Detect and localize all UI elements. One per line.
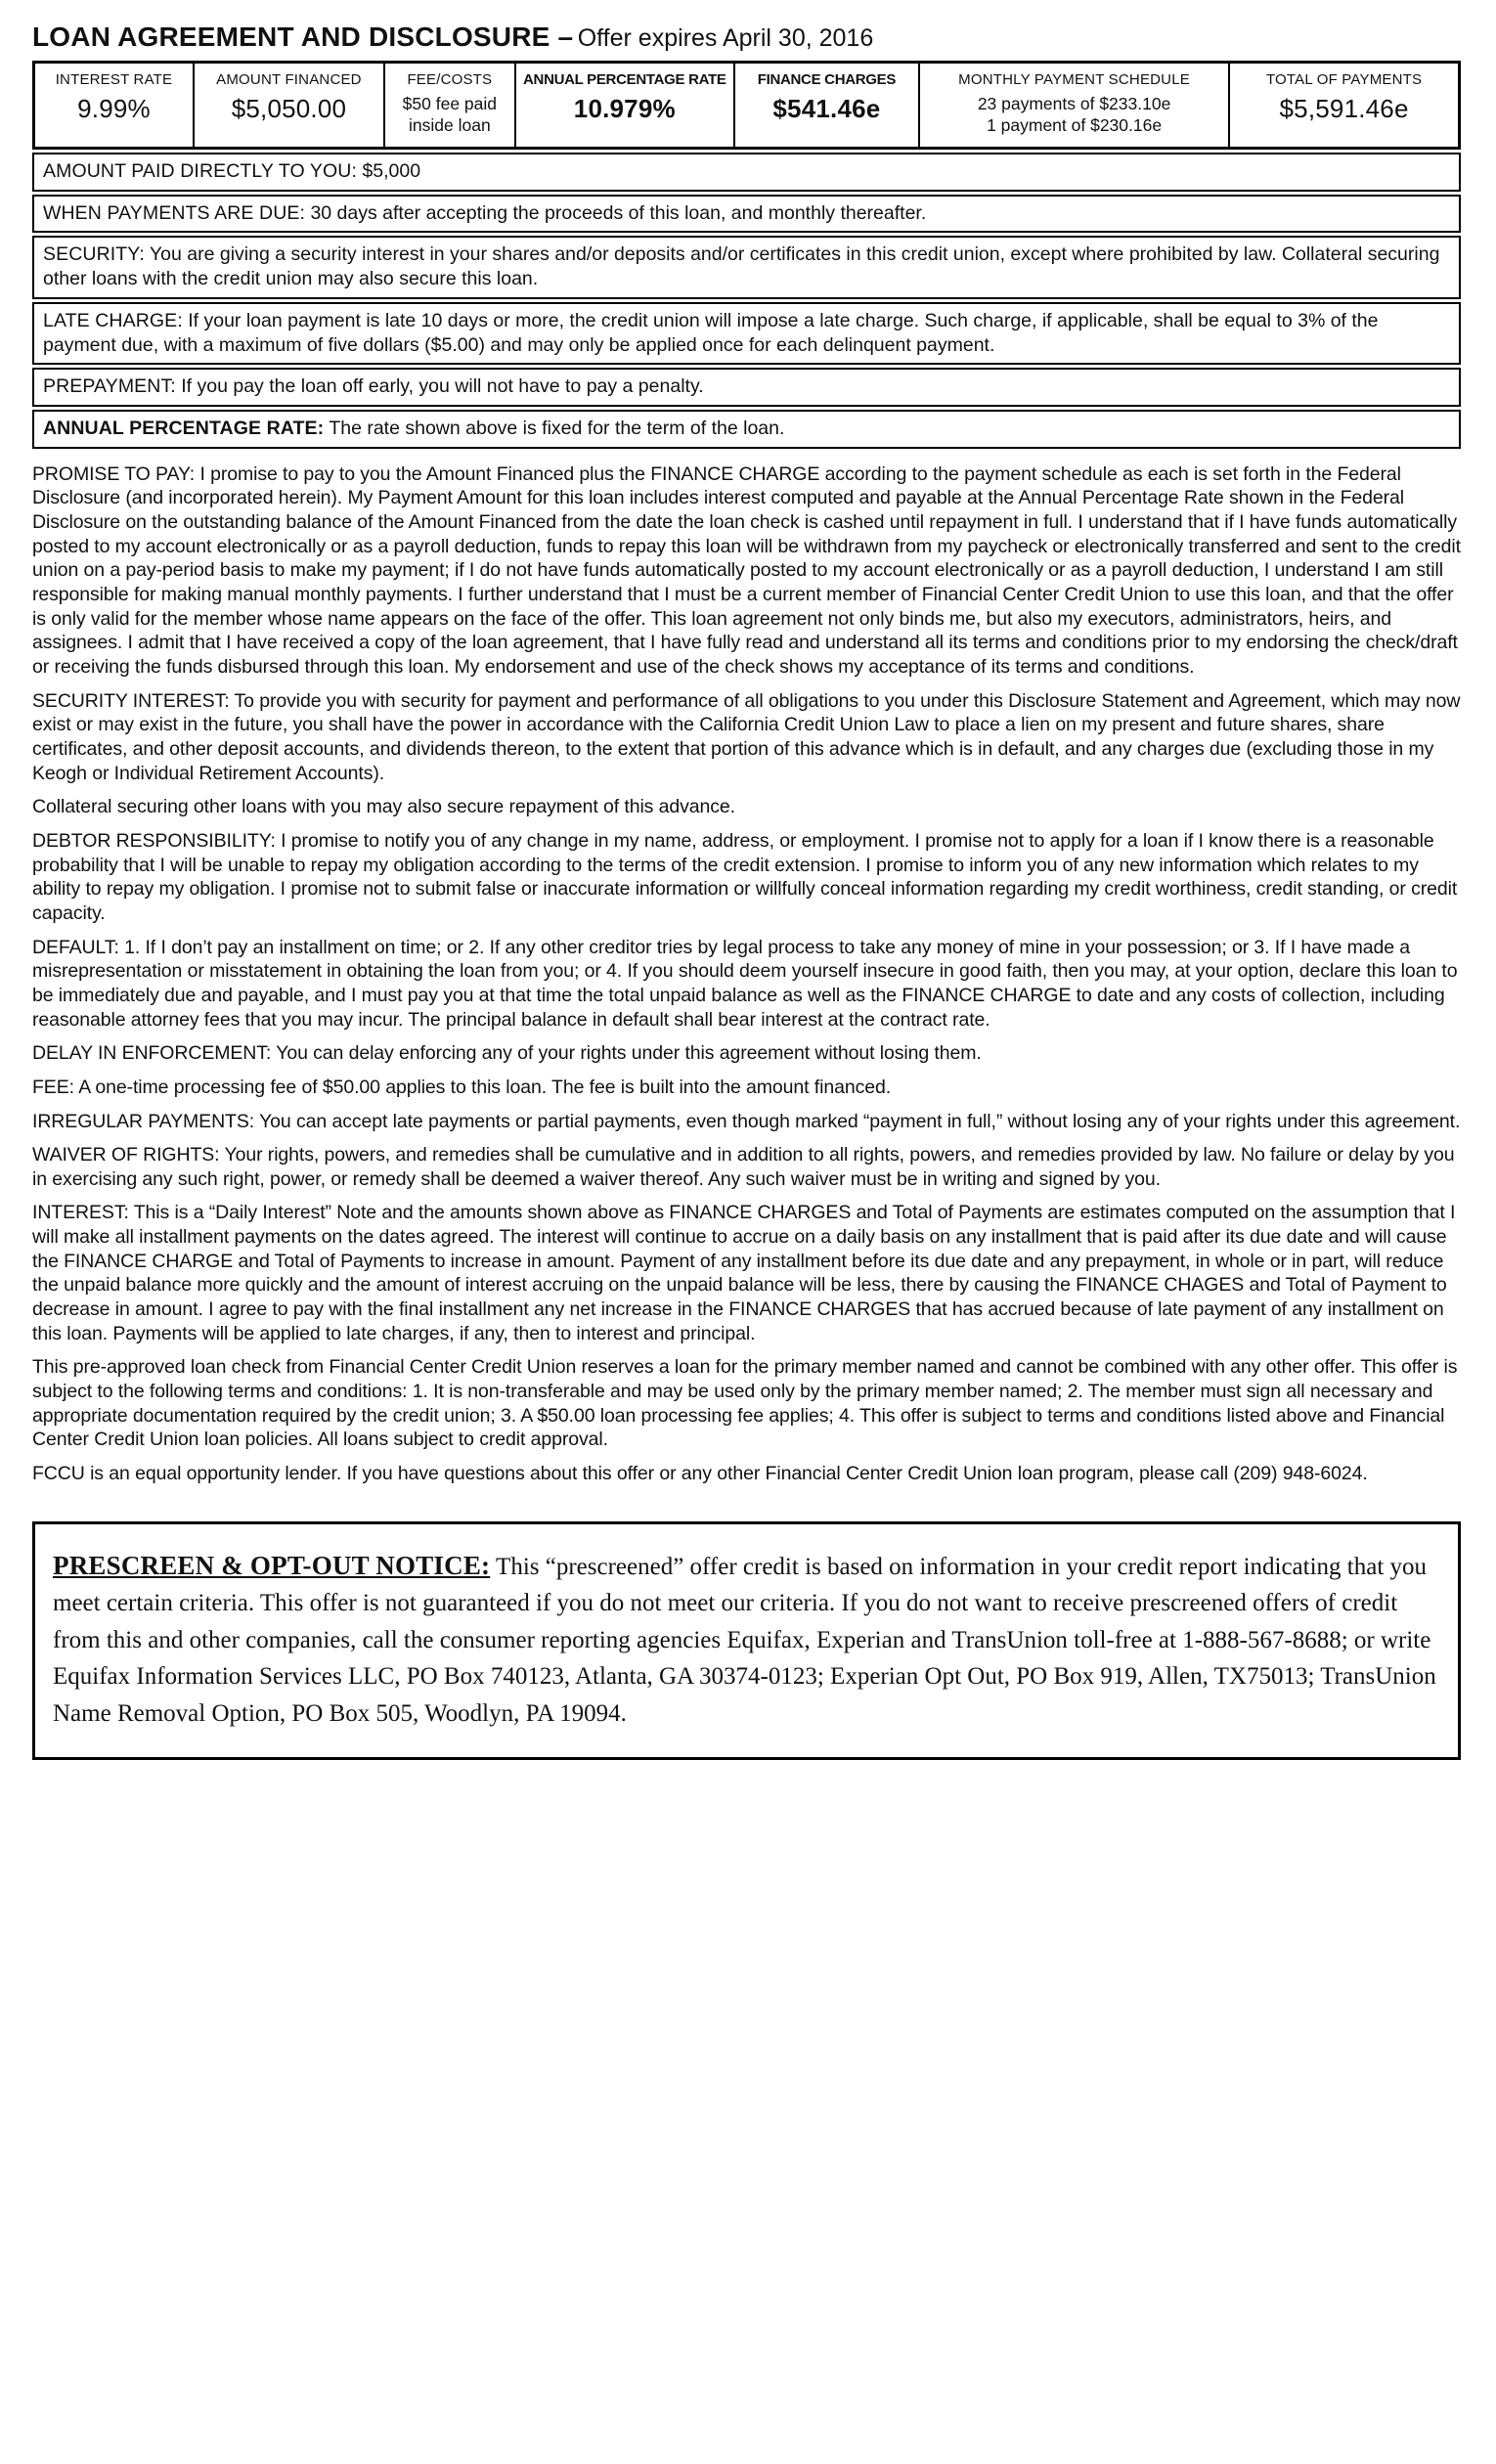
prescreen-body: This “prescreened” offer credit is based on information in your credit report indicating that you meet certain criteria. This offer is not guaranteed if you do not meet our criteria. If you do not want to receive prescreened offers of credit from this and other companies, call the consumer reporting agencies Equifax, Experian and TransUnion toll-free at 1-888-567-8688; or write Equifax Information Services LLC, PO Box 740123, Atlanta, GA 30374-0123; Experian Opt Out, PO Box 919, Allen, TX75013; TransUnion Name Removal Option, PO Box 505, Woodlyn, PA 19094. xyxy=(53,1553,1436,1727)
paragraph-irregular-payments xyxy=(32,1110,1461,1134)
paragraph-promise-to-pay xyxy=(32,462,1461,680)
paragraph-text: You can accept late payments or partial payments, even though marked “payment in full,” without losing any of your rights under this agreement. xyxy=(259,1110,1461,1132)
cell-header: FINANCE CHARGES xyxy=(757,71,897,88)
paragraph-default xyxy=(32,936,1461,1033)
row-annual-percentage-rate xyxy=(32,410,1461,449)
row-text: If your loan payment is late 10 days or more, the credit union will impose a late charge. Such charge, if applicable, shall be equal to 3% of the payment due, with a maximum of five dollars ($5.00) and may only be applied once for each delinquent payment. xyxy=(43,309,1379,356)
row-label: SECURITY: xyxy=(43,243,145,266)
paragraph-text: I promise to notify you of any change in my name, address, or employment. I promise not to apply for a loan if I know there is a reasonable probability that I will be unable to repay my obligation according to the terms of the credit extension. I promise to inform you of any new information which relates to my ability to repay my obligation. I promise not to submit false or inaccurate information or willfully conceal information regarding my credit worthiness, credit standing, or credit capacity. xyxy=(32,829,1458,924)
row-late-charge xyxy=(32,302,1461,366)
paragraph-label: SECURITY INTEREST: xyxy=(32,689,230,712)
paragraph-label: DELAY IN ENFORCEMENT: xyxy=(32,1042,272,1065)
paragraph-collateral xyxy=(32,795,1461,819)
paragraph-equal-opportunity xyxy=(32,1462,1461,1486)
row-text: If you pay the loan off early, you will not have to pay a penalty. xyxy=(181,375,704,398)
paragraph-label: WAIVER OF RIGHTS: xyxy=(32,1144,220,1166)
cell-header: MONTHLY PAYMENT SCHEDULE xyxy=(958,71,1190,88)
paragraph-security-interest xyxy=(32,689,1461,786)
cell-value: $5,591.46e xyxy=(1279,94,1409,123)
row-text: You are giving a security interest in your shares and/or deposits and/or certificates in this credit union, except where prohibited by law. Collateral securing other loans with the credit union may also secure this loan. xyxy=(43,243,1440,289)
paragraph-label: IRREGULAR PAYMENTS: xyxy=(32,1110,255,1132)
paragraph-label: FEE: xyxy=(32,1076,74,1098)
paragraph-label: DEFAULT: xyxy=(32,936,119,958)
loan-agreement-document xyxy=(32,22,1461,1760)
row-when-payments-are-due xyxy=(32,195,1461,234)
cell-value: 10.979% xyxy=(573,94,676,123)
cell-value: $5,050.00 xyxy=(231,94,347,123)
row-label: ANNUAL PERCENTAGE RATE: xyxy=(43,418,325,439)
paragraph-fee xyxy=(32,1076,1461,1100)
cell-interest-rate xyxy=(35,64,195,147)
paragraph-text: FCCU is an equal opportunity lender. If you have questions about this offer or any other Financial Center Credit Union loan program, please call (209) 948-6024. xyxy=(32,1463,1368,1485)
paragraph-text: To provide you with security for payment and performance of all obligations to you under this Disclosure Statement and Agreement, which may now exist or may exist in the future, you shall have the power in accordance with the California Credit Union Law to place a lien on my present and future shares, share certificates, and other deposit accounts, and dividends thereon, to the extent that portion of this advance which is in default, and any charges due (excluding those in my Keogh or Individual Retirement Accounts). xyxy=(32,689,1461,784)
paragraph-text: A one-time processing fee of $50.00 applies to this loan. The fee is built into the amount financed. xyxy=(78,1076,892,1098)
cell-total-of-payments xyxy=(1230,64,1458,147)
paragraph-preapproved-terms xyxy=(32,1355,1461,1452)
cell-finance-charges xyxy=(735,64,920,147)
agreement-body xyxy=(32,462,1461,1486)
federal-disclosure-table xyxy=(32,61,1461,150)
cell-value-line1: $50 fee paid xyxy=(402,94,498,113)
paragraph-text: Your rights, powers, and remedies shall be cumulative and in addition to all rights, powers, and remedies provided by law. No failure or delay by you in exercising any such right, power, or remedy shall be deemed a waiver thereof. Any such waiver must be in writing and signed by you. xyxy=(32,1144,1455,1190)
paragraph-text: This is a “Daily Interest” Note and the amounts shown above as FINANCE CHARGES and Total of Payments are estimates computed on the assumption that I will make all installment payments on the dates agreed. The interest will continue to accrue on a daily basis on any installment that is paid after its due date and will cause the FINANCE CHARGE and Total of Payments to increase in amount. Payment of any installment before its due date and any prepayment, in whole or in part, will reduce the unpaid balance more quickly and the amount of interest accruing on the unpaid balance will be less, there by causing the FINANCE CHAGES and Total of Payment to decrease in amount. I agree to pay with the final installment any net increase in the FINANCE CHARGES that has accrued because of late payment of any installment on this loan. Payments will be applied to late charges, if any, then to interest and principal. xyxy=(32,1202,1456,1344)
paragraph-label: PROMISE TO PAY: xyxy=(32,462,196,485)
paragraph-label: DEBTOR RESPONSIBILITY: xyxy=(32,829,276,852)
prescreen-heading: PRESCREEN & OPT-OUT NOTICE: xyxy=(53,1550,491,1580)
row-security xyxy=(32,236,1461,299)
cell-header: INTEREST RATE xyxy=(55,71,173,88)
row-text: 30 days after accepting the proceeds of this loan, and monthly thereafter. xyxy=(310,201,927,224)
cell-header: AMOUNT FINANCED xyxy=(216,71,362,88)
row-label: WHEN PAYMENTS ARE DUE: xyxy=(43,201,306,224)
cell-value: 9.99% xyxy=(77,94,151,123)
cell-header: FEE/COSTS xyxy=(407,71,493,88)
cell-value-line1: 23 payments of $233.10e xyxy=(977,94,1171,113)
page-title-suffix: Offer expires April 30, 2016 xyxy=(577,24,874,52)
paragraph-text: You can delay enforcing any of your rights under this agreement without losing them. xyxy=(276,1042,982,1065)
paragraph-text: I promise to pay to you the Amount Financed plus the FINANCE CHARGE according to the payment schedule as each is set forth in the Federal Disclosure (and incorporated herein). My Payment Amount for this loan includes interest computed and payable at the Annual Percentage Rate shown in the Federal Disclosure on the outstanding balance of the Amount Financed from the date the loan check is cashed until repayment in full. I understand that if I have funds automatically posted to my account electronically or as a payroll deduction, funds to repay this loan will be withdrawn from my paycheck or electronically transferred and sent to the credit union on a pay-period basis to make my payment; if I do not have funds automatically posted to my account electronically or as a payroll deduction, I understand I am still responsible for making manual monthly payments. I further understand that I must be a current member of Financial Center Credit Union to use this loan, and that the offer is only valid for the member whose name appears on the face of the offer. This loan agreement not only binds me, but also my executors, administrators, heirs, and assignees. I admit that I have received a copy of the loan agreement, that I have fully read and understand all its terms and conditions prior to my endorsing the check/draft or receiving the funds disbursed through this loan. My endorsement and use of the check shows my acceptance of its terms and conditions. xyxy=(32,462,1461,678)
cell-header: ANNUAL PERCENTAGE RATE xyxy=(523,71,726,88)
row-text: The rate shown above is fixed for the term of the loan. xyxy=(329,418,785,439)
prescreen-opt-out-notice xyxy=(32,1521,1461,1761)
row-prepayment xyxy=(32,368,1461,407)
paragraph-debtor-responsibility xyxy=(32,829,1461,926)
cell-amount-financed xyxy=(195,64,385,147)
row-text: $5,000 xyxy=(362,159,421,182)
cell-monthly-payment-schedule xyxy=(920,64,1230,147)
page-title xyxy=(32,22,1461,53)
row-amount-paid-directly xyxy=(32,153,1461,192)
paragraph-label: INTEREST: xyxy=(32,1202,129,1224)
paragraph-text: This pre-approved loan check from Financial Center Credit Union reserves a loan for the primary member named and cannot be combined with any other offer. This offer is subject to the following terms and conditions: 1. It is non-transferable and may be used only by the primary member named; 2. The member must sign all necessary and appropriate documentation required by the credit union; 3. A $50.00 loan processing fee applies; 4. This offer is subject to terms and conditions listed above and Financial Center Credit Union loan policies. All loans subject to credit approval. xyxy=(32,1356,1458,1451)
cell-value-line2: inside loan xyxy=(409,114,491,135)
cell-header: TOTAL OF PAYMENTS xyxy=(1265,71,1423,88)
row-label: AMOUNT PAID DIRECTLY TO YOU: xyxy=(43,159,358,182)
paragraph-interest xyxy=(32,1201,1461,1345)
cell-value: $541.46e xyxy=(772,94,881,123)
row-label: PREPAYMENT: xyxy=(43,375,176,398)
page-title-main: LOAN AGREEMENT AND DISCLOSURE – xyxy=(32,22,574,52)
paragraph-delay-in-enforcement xyxy=(32,1041,1461,1066)
row-label: LATE CHARGE: xyxy=(43,309,183,331)
cell-value-line2: 1 payment of $230.16e xyxy=(987,114,1163,135)
paragraph-text: Collateral securing other loans with you may also secure repayment of this advance. xyxy=(32,796,735,818)
paragraph-waiver-of-rights xyxy=(32,1143,1461,1191)
cell-fee-costs xyxy=(385,64,516,147)
paragraph-text: 1. If I don’t pay an installment on time; or 2. If any other creditor tries by legal process to take any money of mine in your possession; or 3. If I have made a misrepresentation or misstatement in obtaining the loan from you; or 4. If you should deem yourself insecure in good faith, then you may, at your option, declare this loan to be immediately due and payable, and I must pay you at that time the total unpaid balance as well as the FINANCE CHARGE to date and any costs of collection, including reasonable attorney fees that you may incur. The principal balance in default shall bear interest at the contract rate. xyxy=(32,936,1458,1031)
cell-annual-percentage-rate xyxy=(516,64,735,147)
